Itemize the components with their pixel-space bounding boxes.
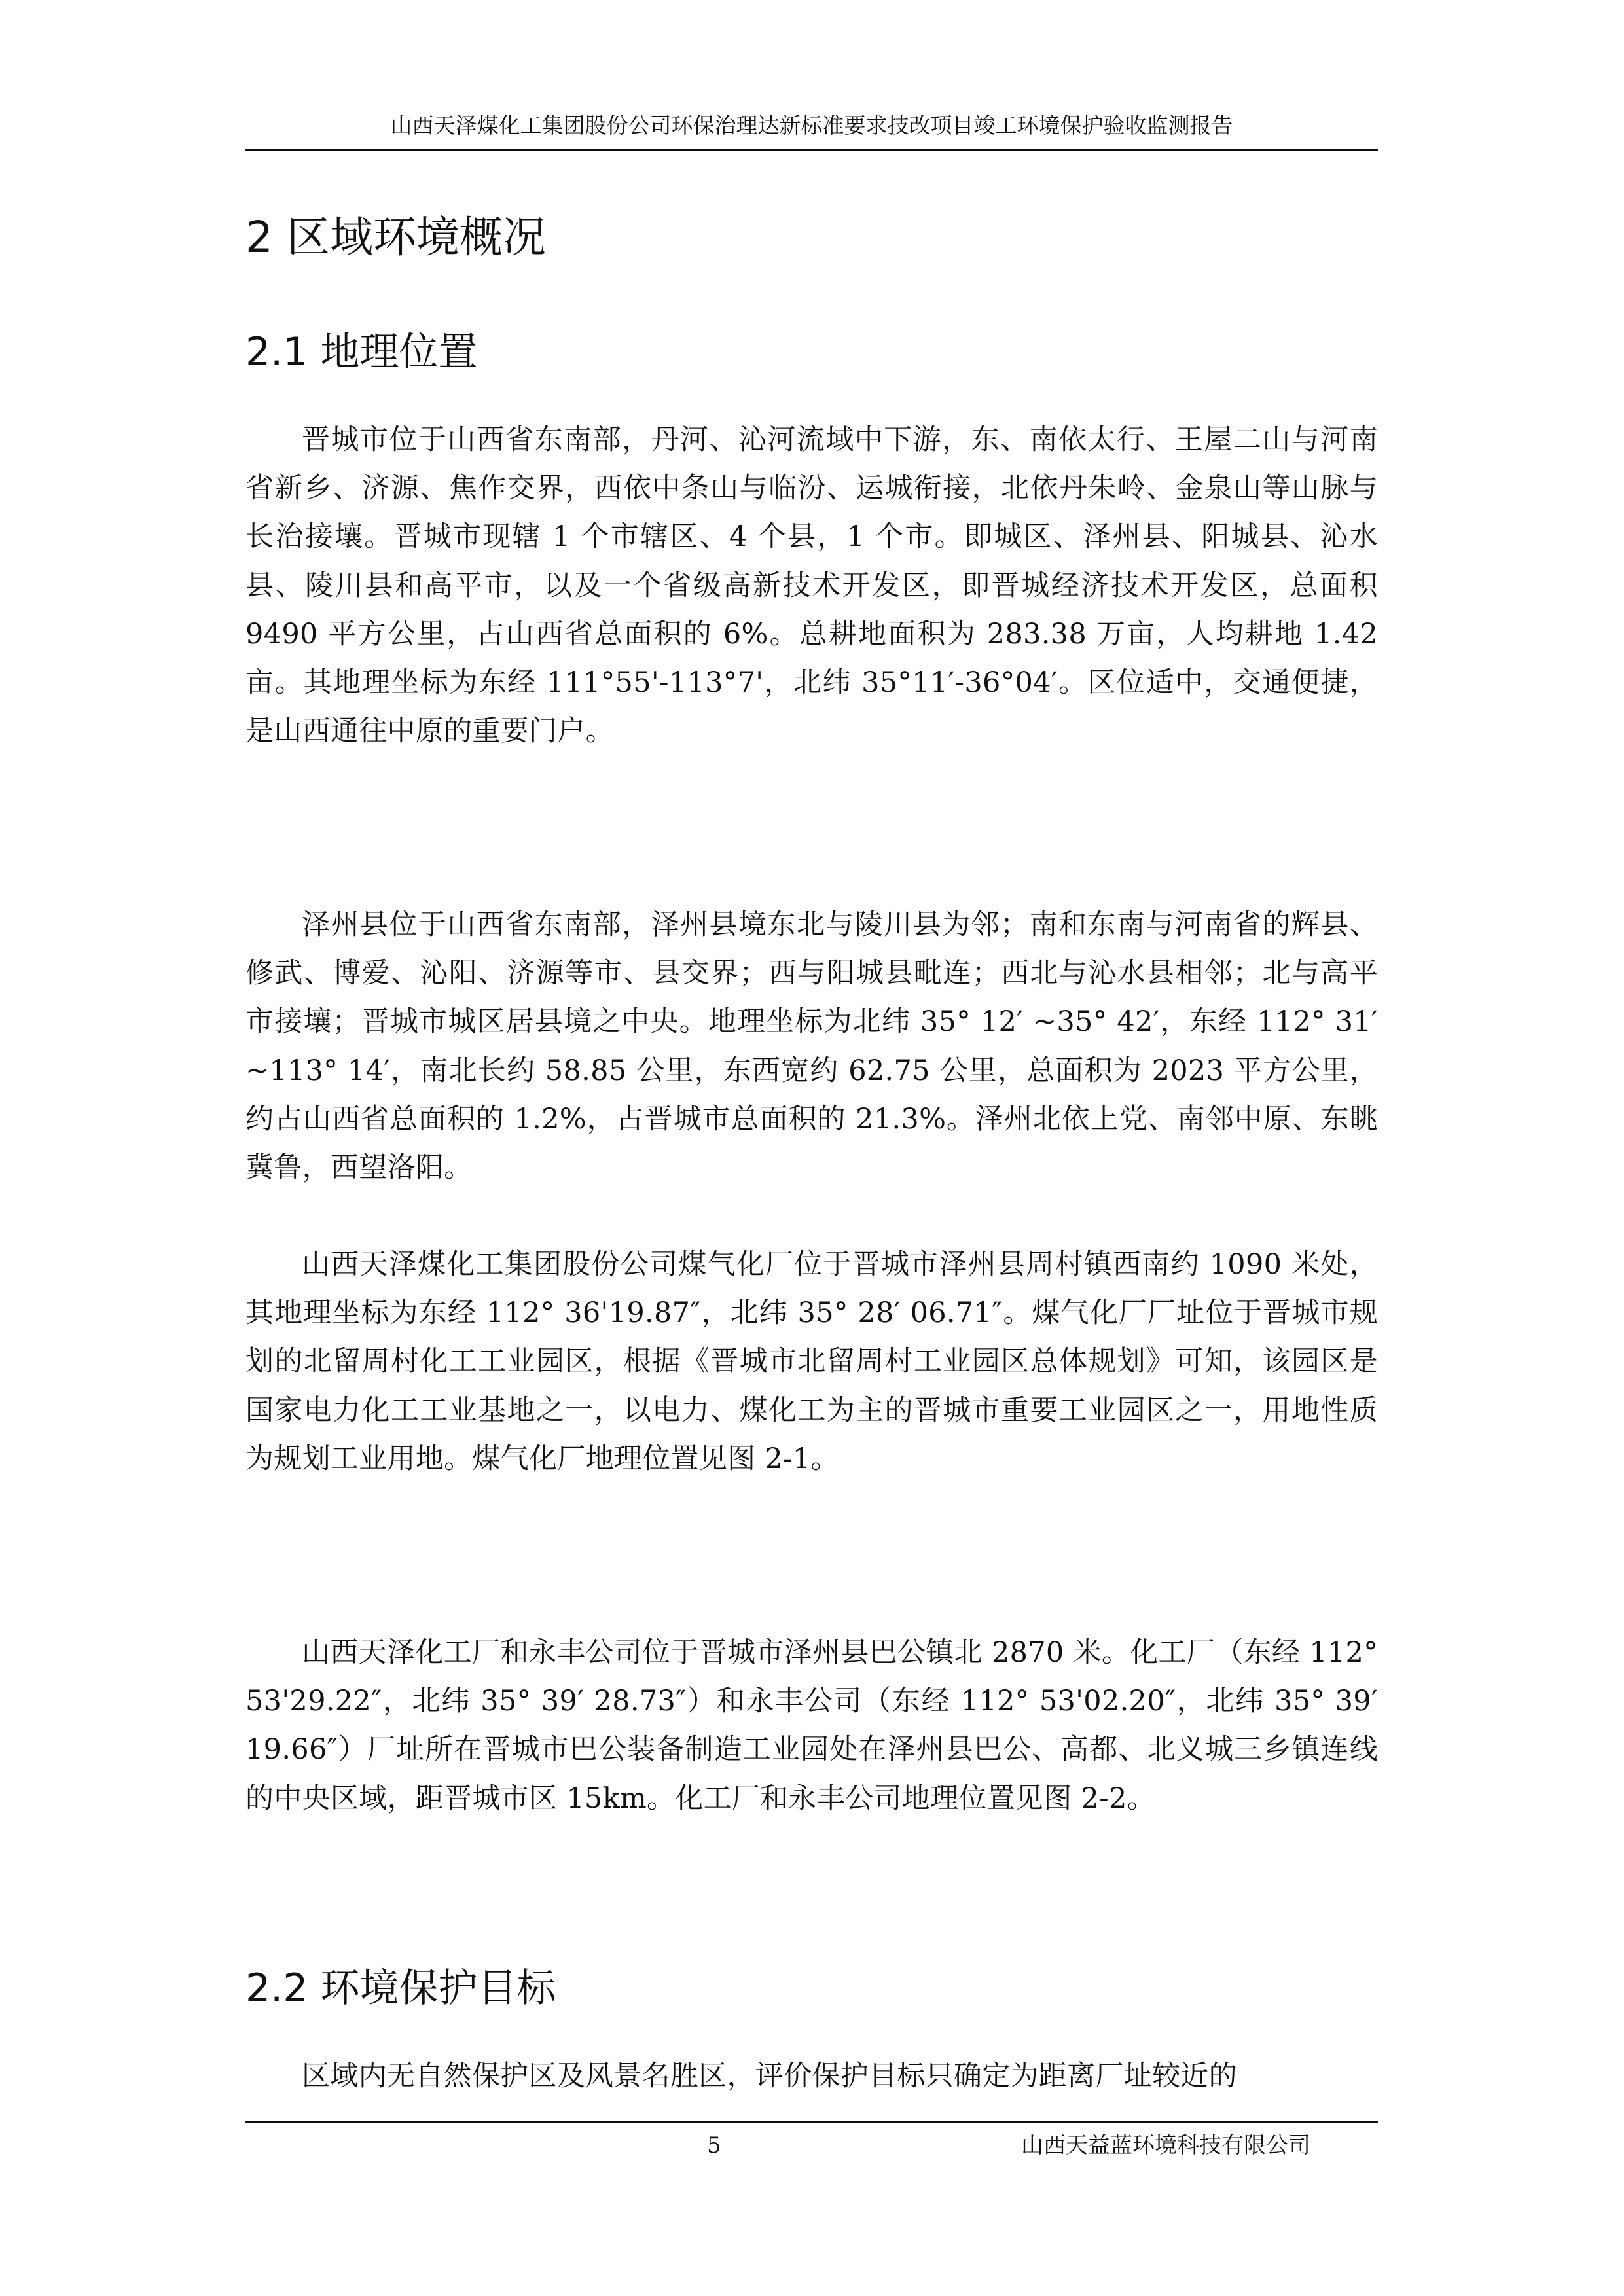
header-rule <box>245 149 1378 151</box>
paragraph-chemical-plant: 山西天泽化工厂和永丰公司位于晋城市泽州县巴公镇北 2870 米。化工厂（东经 112° 53'29.22″，北纬 35° 39′ 28.73″）和永丰公司（东经 112° 53'02.20″，北纬 35° 39′ 19.66″）厂址所在晋城市巴公装备制造工业园处在泽州县巴公、高都、北义城三乡镇连线的中央区域，距晋城市区 15km。化工厂和永丰公司地理位置见图 2-2。 <box>245 1636 1378 1815</box>
chapter-title: 2 区域环境概况 <box>245 212 546 262</box>
page-number: 5 <box>707 2132 721 2159</box>
section-title-2-2: 2.2 环境保护目标 <box>245 1965 556 2011</box>
section-title-2-1: 2.1 地理位置 <box>245 329 478 375</box>
paragraph-protection-targets: 区域内无自然保护区及风景名胜区，评价保护目标只确定为距离厂址较近的 <box>302 2060 1237 2092</box>
paragraph-gasification-plant: 山西天泽煤化工集团股份公司煤气化厂位于晋城市泽州县周村镇西南约 1090 米处，其地理坐标为东经 112° 36'19.87″，北纬 35° 28′ 06.71″。煤气化厂厂址位于晋城市规划的北留周村化工工业园区，根据《晋城市北留周村工业园区总体规划》可知，该园区是国家电力化工工业基地之一，以电力、煤化工为主的晋城市重要工业园区之一，用地性质为规划工业用地。煤气化厂地理位置见图 2-1。 <box>245 1248 1378 1475</box>
footer-company: 山西天益蓝环境科技有限公司 <box>1021 2132 1310 2159</box>
paragraph-jincheng-location: 晋城市位于山西省东南部，丹河、沁河流域中下游，东、南依太行、王屋二山与河南省新乡、济源、焦作交界，西依中条山与临汾、运城衔接，北依丹朱岭、金泉山等山脉与长治接壤。晋城市现辖 1 个市辖区、4 个县，1 个市。即城区、泽州县、阳城县、沁水县、陵川县和高平市，以及一个省级高新技术开发区，即晋城经济技术开发区，总面积 9490 平方公里，占山西省总面积的 6%。总耕地面积为 283.38 万亩，人均耕地 1.42 亩。其地理坐标为东经 111°55'-113°7'，北纬 35°11′-36°04′。区位适中，交通便捷，是山西通往中原的重要门户。 <box>245 423 1378 748</box>
running-header: 山西天泽煤化工集团股份公司环保治理达新标准要求技改项目竣工环境保护验收监测报告 <box>390 113 1233 138</box>
footer-rule <box>245 2121 1378 2123</box>
paragraph-zezhou-location: 泽州县位于山西省东南部，泽州县境东北与陵川县为邻；南和东南与河南省的辉县、修武、博爱、沁阳、济源等市、县交界；西与阳城县毗连；西北与沁水县相邻；北与高平市接壤；晋城市城区居县境之中央。地理坐标为北纬 35° 12′ ~35° 42′，东经 112° 31′ ~113° 14′，南北长约 58.85 公里，东西宽约 62.75 公里，总面积为 2023 平方公里，约占山西省总面积的 1.2%，占晋城市总面积的 21.3%。泽州北依上党、南邻中原、东眺冀鲁，西望洛阳。 <box>245 908 1378 1185</box>
